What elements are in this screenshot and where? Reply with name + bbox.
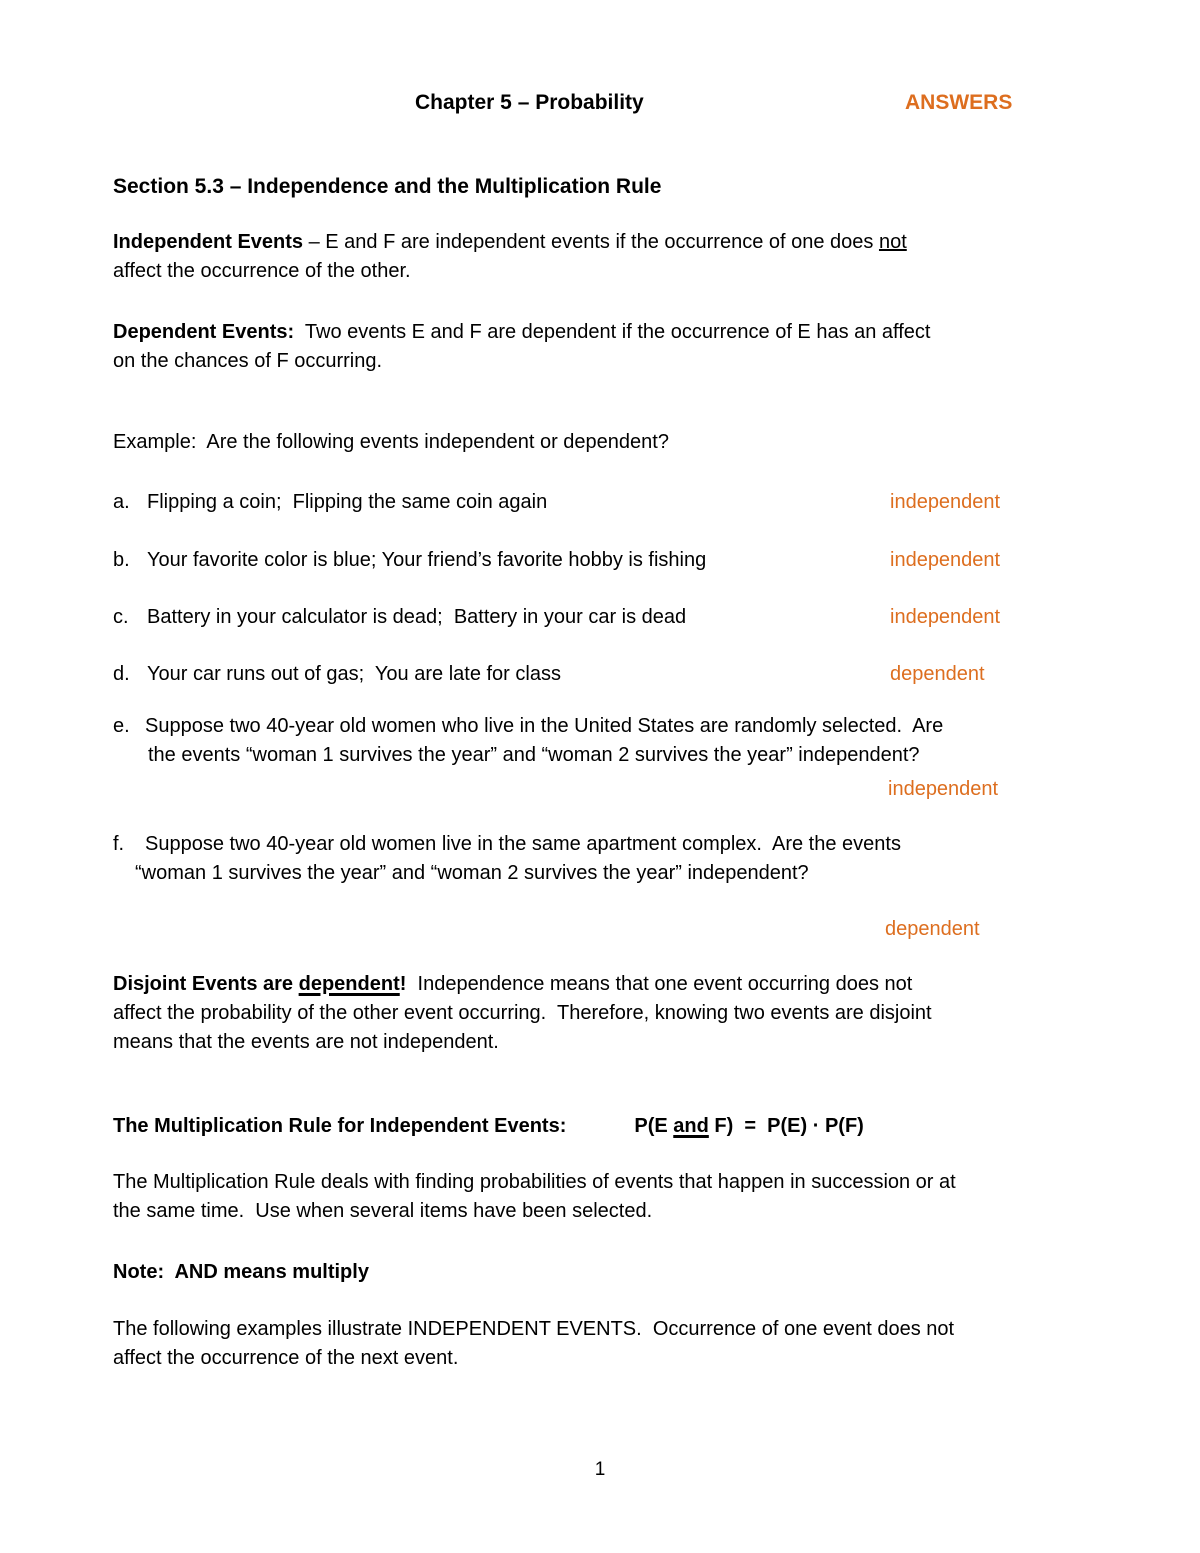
dependent-definition	[113, 318, 1090, 376]
independent-term: Independent Events	[113, 231, 304, 253]
disjoint-note	[113, 970, 1090, 1057]
item-label: c.	[113, 606, 129, 628]
note-line: Note: AND means multiply	[113, 1261, 369, 1283]
dependent-term: Dependent Events:	[113, 321, 295, 343]
disjoint-exclaim: !	[399, 973, 407, 995]
item-e-line1	[113, 712, 1090, 741]
item-label: d.	[113, 663, 130, 685]
item-f-line1	[113, 830, 1090, 859]
item-text: Battery in your calculator is dead; Battery in your car is dead	[147, 606, 687, 628]
page-header	[113, 88, 1090, 117]
independent-definition	[113, 228, 1090, 286]
examples-intro-line1: The following examples illustrate INDEPENDENT EVENTS. Occurrence of one event does not	[113, 1318, 955, 1340]
formula-after: F) = P(E) · P(F)	[708, 1115, 864, 1137]
item-text-line1: Suppose two 40-year old women live in the same apartment complex. Are the events	[145, 833, 901, 855]
disjoint-lead: Disjoint Events are	[113, 973, 299, 995]
item-label: e.	[113, 715, 130, 737]
examples-intro	[113, 1315, 1090, 1373]
item-text: Your favorite color is blue; Your friend’s favorite hobby is fishing	[147, 549, 707, 571]
item-f-line2: “woman 1 survives the year” and “woman 2 survives the year” independent?	[135, 862, 809, 884]
dependent-def-text: Two events E and F are dependent if the occurrence of E has an affect	[294, 321, 931, 343]
disjoint-line1-rest: Independence means that one event occurring does not	[406, 973, 913, 995]
answers-label: ANSWERS	[905, 91, 1013, 114]
example-item-d	[113, 660, 1090, 689]
page-number: 1	[594, 1459, 606, 1480]
item-e-line2: the events “woman 1 survives the year” and “woman 2 survives the year” independent?	[148, 744, 920, 766]
item-text: Flipping a coin; Flipping the same coin again	[147, 491, 548, 513]
disjoint-line2: affect the probability of the other event occurring. Therefore, knowing two events are disjoint	[113, 1002, 932, 1024]
rule-formula	[634, 1112, 863, 1141]
example-item-b	[113, 546, 1090, 575]
section-heading: Section 5.3 – Independence and the Multiplication Rule	[113, 175, 662, 198]
item-answer: independent	[888, 778, 999, 800]
multiplication-rule-heading	[113, 1112, 1090, 1141]
item-label: f.	[113, 833, 125, 855]
independent-def-line2: affect the occurrence of the other.	[113, 260, 411, 282]
formula-before: P(E	[634, 1115, 674, 1137]
example-intro: Example: Are the following events independent or dependent?	[113, 431, 669, 453]
item-answer: dependent	[890, 663, 985, 685]
example-item-e	[113, 712, 1090, 804]
example-item-a	[113, 488, 1090, 517]
chapter-title: Chapter 5 – Probability	[415, 91, 644, 114]
item-answer: independent	[890, 491, 1001, 513]
rule-heading-text: The Multiplication Rule for Independent Events:	[113, 1115, 567, 1137]
disjoint-line3: means that the events are not independent.	[113, 1031, 499, 1053]
item-answer: independent	[890, 549, 1001, 571]
rule-body-line2: the same time. Use when several items have been selected.	[113, 1200, 653, 1222]
item-answer: dependent	[885, 918, 980, 940]
document-content	[113, 88, 1090, 1373]
item-text: Your car runs out of gas; You are late for class	[147, 663, 561, 685]
examples-intro-line2: affect the occurrence of the next event.	[113, 1347, 459, 1369]
dependent-def-line2: on the chances of F occurring.	[113, 350, 383, 372]
item-label: b.	[113, 549, 130, 571]
example-item-f	[113, 830, 1090, 944]
item-text-line1: Suppose two 40-year old women who live in the United States are randomly selected. Are	[145, 715, 944, 737]
underlined-not: not	[878, 231, 907, 253]
example-item-c	[113, 603, 1090, 632]
formula-and-underlined: and	[673, 1115, 709, 1137]
item-answer: independent	[890, 606, 1001, 628]
independent-def-text: – E and F are independent events if the occurrence of one does	[303, 231, 879, 253]
rule-body-line1: The Multiplication Rule deals with finding probabilities of events that happen in succession or at	[113, 1171, 956, 1193]
disjoint-underlined: dependent	[298, 973, 400, 995]
item-label: a.	[113, 491, 130, 513]
rule-body	[113, 1168, 1090, 1226]
